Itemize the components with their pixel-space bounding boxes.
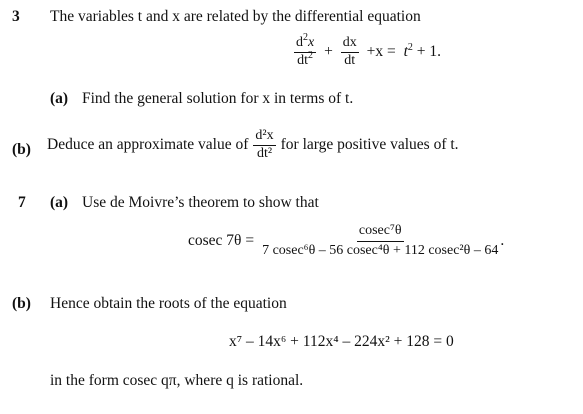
q7-part-b-text: Hence obtain the roots of the equation [50, 295, 287, 312]
q7-part-b-form: in the form cosec qπ, where q is rational. [50, 372, 304, 389]
question-number-3: 3 [12, 8, 20, 25]
q7-identity-lhs: cosec 7θ = [188, 232, 255, 250]
q7-part-a-label: (a) [50, 194, 69, 211]
q3-part-a-text: Find the general solution for x in terms of t. [82, 90, 354, 107]
question-number-7: 7 [18, 194, 26, 211]
q3-differential-equation: $\frac{d^2x}{dt^2}$ + $\frac{dx}{dt}$ $+x = t^2 + 1$. [296, 32, 442, 68]
q3-part-b-label: (b) [12, 141, 31, 158]
q3-part-b-line [47, 129, 459, 161]
q7-cosec-identity: cosec 7θ = $\frac{\text{cosec⁷θ}}{\text{7 cosec⁶θ – 56 cosec⁴θ + 112 cosec²θ – 64}}$ . [188, 223, 505, 258]
q7-polynomial-equation: x⁷ – 14x⁶ + 112x⁴ – 224x² + 128 = 0 [229, 333, 454, 350]
second-derivative-fraction: $\frac{d^2x}{dt^2}$ [296, 32, 315, 68]
first-derivative-fraction: $\frac{dx}{dt}$ [342, 35, 357, 68]
q3-part-b-post: for large positive values of t. [280, 136, 459, 154]
q3-part-b-fraction: $\frac{\text{d²x}}{\text{dt²}}$ [255, 128, 274, 161]
q7-identity-fraction: $\frac{\text{cosec⁷θ}}{\text{7 cosec⁶θ – 56 cosec⁴θ + 112 cosec²θ – 64}}$ [262, 223, 499, 258]
q3-intro: The variables t and x are related by the differential equation [50, 8, 421, 25]
q3-part-b-pre: Deduce an approximate value of [47, 136, 249, 154]
q7-part-a-text: Use de Moivre’s theorem to show that [82, 194, 319, 211]
q3-part-a-label: (a) [50, 90, 69, 107]
q7-part-b-label: (b) [12, 295, 31, 312]
